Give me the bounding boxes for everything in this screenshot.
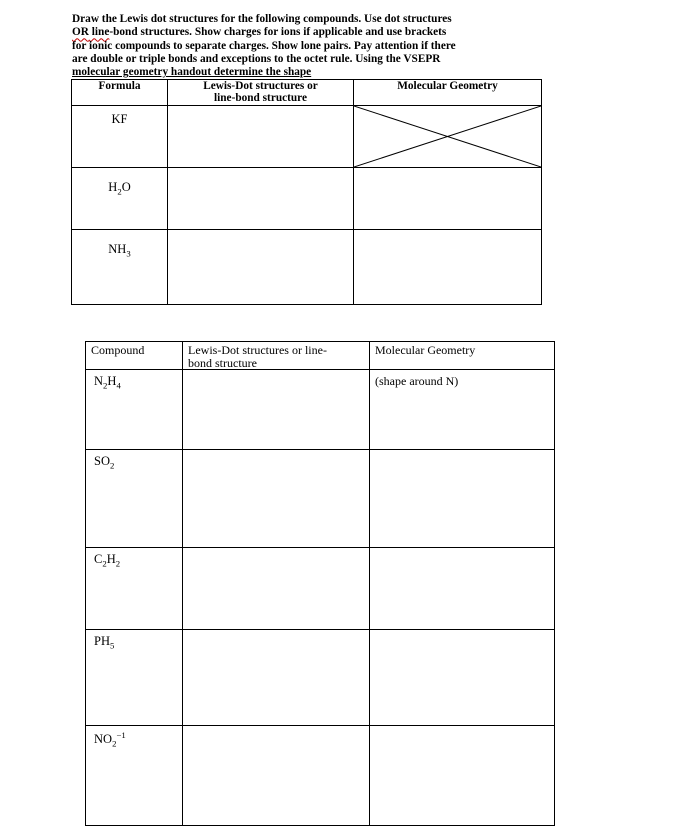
header-lewis-dot xyxy=(183,342,370,370)
compound-cell-n2h4 xyxy=(86,370,183,450)
c2h2-sub1: 2 xyxy=(102,558,107,569)
instructions-line-2-rest: -bond structures. Show charges for ions if applicable and use brackets xyxy=(109,26,447,39)
compound-table xyxy=(85,341,555,826)
lewis-cell[interactable] xyxy=(183,370,370,450)
geometry-cell[interactable] xyxy=(370,370,555,450)
table-row xyxy=(72,230,542,305)
formula-h2o-sub: 2 xyxy=(117,186,122,197)
lewis-cell[interactable] xyxy=(183,450,370,548)
cross-out-x xyxy=(354,106,541,167)
header-lewis-line1: Lewis-Dot structures or line- xyxy=(188,343,327,357)
n2h4-sub2: 4 xyxy=(116,380,121,391)
lewis-cell[interactable] xyxy=(183,548,370,630)
ph5-ph: PH xyxy=(94,634,110,648)
formula-cell-h2o xyxy=(72,168,168,230)
instructions-line-5: molecular geometry handout determine the shape xyxy=(72,66,312,79)
table-row xyxy=(72,168,542,230)
header-lewis-line1: Lewis-Dot structures or xyxy=(203,80,318,92)
n2h4-h: H xyxy=(107,374,117,388)
formula-h2o xyxy=(108,168,130,197)
instructions-line-word: line xyxy=(88,26,110,39)
c2h2-c: C xyxy=(94,552,103,566)
instructions-line-3: for ionic compounds to separate charges. Show lone pairs. Pay attention if there xyxy=(72,39,456,52)
compound-cell-so2 xyxy=(86,450,183,548)
header-molecular-geometry: Molecular Geometry xyxy=(354,80,542,106)
instructions-or: OR xyxy=(72,26,89,39)
table-row xyxy=(86,450,555,548)
compound-cell-ph5 xyxy=(86,630,183,726)
header-lewis-line2: line-bond structure xyxy=(214,92,307,104)
header-molecular-geometry: Molecular Geometry xyxy=(370,342,555,370)
formula-cell-nh3 xyxy=(72,230,168,305)
n2h4-sub1: 2 xyxy=(103,380,108,391)
lewis-cell[interactable] xyxy=(183,726,370,826)
no2-sub: 2 xyxy=(112,738,117,749)
geometry-cell[interactable] xyxy=(370,450,555,548)
formula-nh3-nh: NH xyxy=(108,242,127,256)
no2-charge: −1 xyxy=(116,730,126,740)
table-row xyxy=(86,370,555,450)
formula-nh3 xyxy=(108,230,130,259)
geometry-note: (shape around N) xyxy=(375,374,459,388)
ph5-sub: 5 xyxy=(109,640,115,651)
lewis-cell[interactable] xyxy=(168,230,354,305)
geometry-cell[interactable] xyxy=(354,168,542,230)
lewis-cell[interactable] xyxy=(168,106,354,168)
formula-kf: KF xyxy=(111,112,128,126)
c2h2-sub2: 2 xyxy=(115,558,121,569)
lewis-cell[interactable] xyxy=(168,168,354,230)
compound-cell-c2h2 xyxy=(86,548,183,630)
instructions-line-2 xyxy=(72,26,542,39)
geometry-crossed-out-cell xyxy=(354,106,542,168)
so2-so: SO xyxy=(94,454,110,468)
geometry-cell[interactable] xyxy=(370,548,555,630)
n2h4-n: N xyxy=(94,374,104,388)
c2h2-h: H xyxy=(106,552,116,566)
formula-nh3-sub: 3 xyxy=(126,248,131,259)
formula-table xyxy=(71,79,542,305)
header-lewis-line2: bond structure xyxy=(188,355,257,370)
instructions-line-4: are double or triple bonds and exceptions to the octet rule. Using the VSEPR xyxy=(72,52,441,65)
formula-h2o-o: O xyxy=(121,180,131,194)
compound-cell-no2 xyxy=(86,726,183,826)
table-header-row xyxy=(72,80,542,106)
formula-cell-kf xyxy=(72,106,168,168)
table-row xyxy=(86,548,555,630)
so2-sub: 2 xyxy=(109,460,115,471)
header-lewis-dot xyxy=(168,80,354,106)
header-compound: Compound xyxy=(86,342,183,370)
instructions-paragraph xyxy=(72,13,542,79)
geometry-cell[interactable] xyxy=(370,726,555,826)
table-row xyxy=(86,726,555,826)
geometry-cell[interactable] xyxy=(370,630,555,726)
instructions-line-1: Draw the Lewis dot structures for the following compounds. Use dot structures xyxy=(72,13,452,25)
lewis-cell[interactable] xyxy=(183,630,370,726)
no2-no: NO xyxy=(94,732,113,747)
table-row xyxy=(86,630,555,726)
header-formula: Formula xyxy=(72,80,168,106)
table-header-row xyxy=(86,342,555,370)
table-row xyxy=(72,106,542,168)
geometry-cell[interactable] xyxy=(354,230,542,305)
formula-h2o-h: H xyxy=(108,180,118,194)
